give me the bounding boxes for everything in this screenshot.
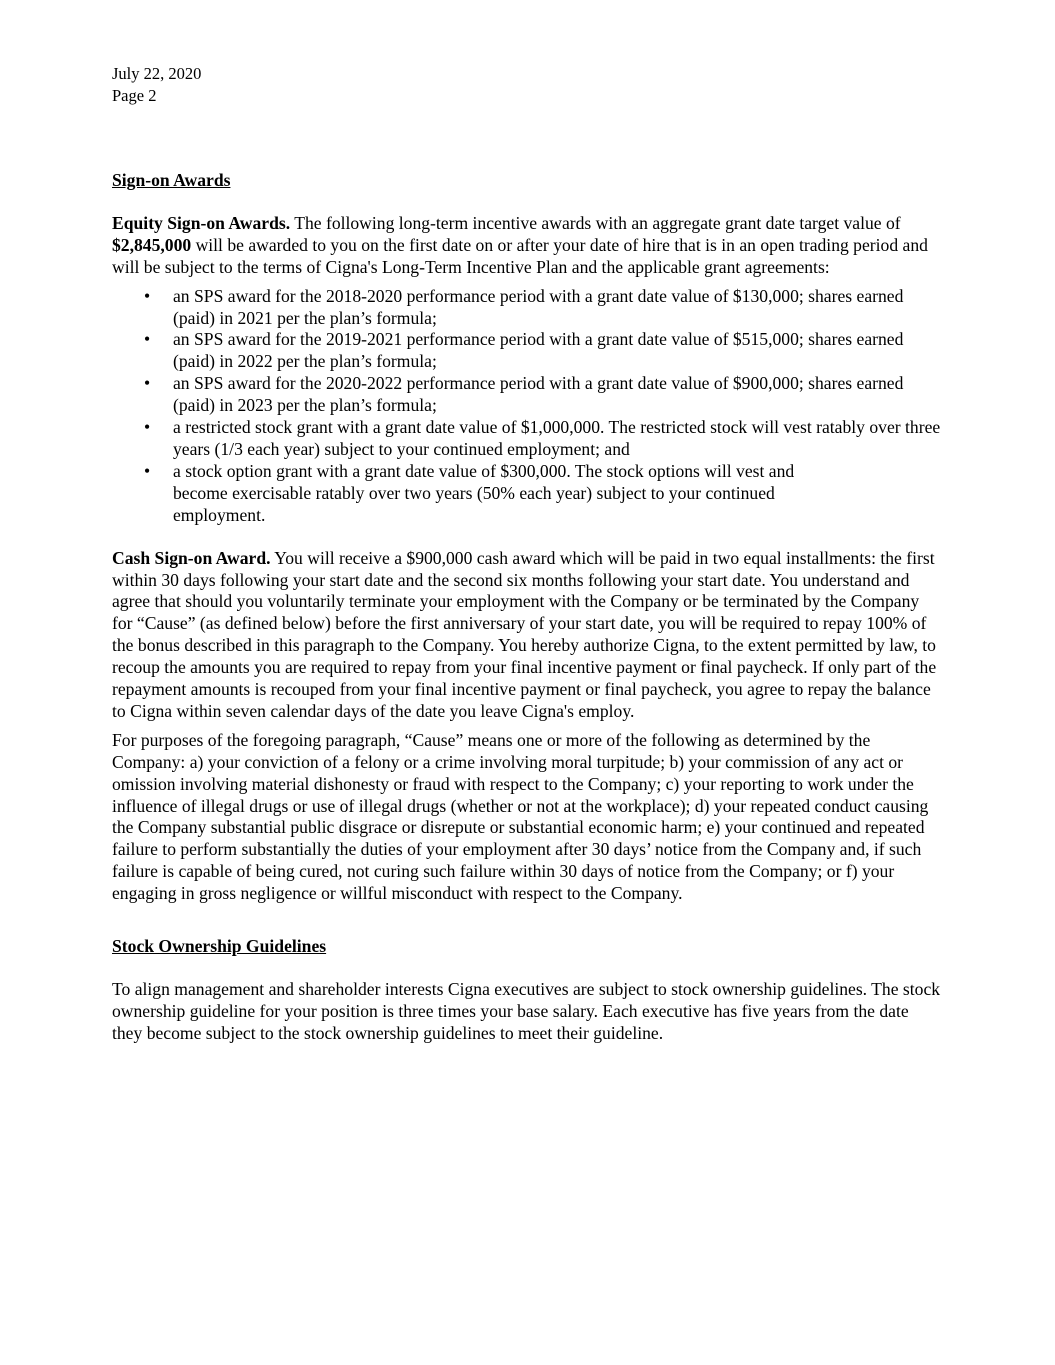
cash-lead: Cash Sign-on Award.	[112, 547, 271, 568]
equity-text-1: The following long-term incentive awards with an aggregate grant date target value of	[290, 212, 901, 233]
letter-date: July 22, 2020	[112, 64, 202, 83]
cash-paragraph	[112, 548, 942, 723]
bullet-icon: •	[144, 373, 151, 394]
equity-award-list	[112, 286, 942, 527]
bullet-icon: •	[144, 285, 151, 306]
bullet-icon: •	[144, 417, 151, 438]
list-item	[112, 461, 942, 527]
page-number: Page 2	[112, 85, 157, 105]
equity-text-2: will be awarded to you on the first date on or after your date of hire that is in an open trading period and will be subject to the terms of Cigna's Long-Term Incentive Plan and the applicable grant agreements:	[112, 234, 928, 277]
bullet-icon: •	[144, 460, 151, 481]
list-item-text: an SPS award for the 2019-2021 performance period with a grant date value of $515,000; shares earned (paid) in 2022 per the plan’s formula;	[173, 329, 904, 372]
section-title-stock: Stock Ownership Guidelines	[112, 936, 327, 957]
cash-text: You will receive a $900,000 cash award which will be paid in two equal installments: the first within 30 days following your start date and the second six months following your start date. You understand and agree that should you voluntarily terminate your employment with the Company or be terminated by the Company for “Cause” (as defined below) before the first anniversary of your start date, you will be required to repay 100% of the bonus described in this paragraph to the Company. You hereby authorize Cigna, to the extent permitted by law, to recoup the amounts you are required to repay from your final incentive payment or final paycheck. If only part of the repayment amounts is recouped from your final incentive payment or final paycheck, you agree to repay the balance to Cigna within seven calendar days of the date you leave Cigna's employ.	[112, 547, 937, 721]
document-page	[112, 63, 942, 1045]
list-item	[112, 417, 942, 461]
list-item-text: a restricted stock grant with a grant date value of $1,000,000. The restricted stock will vest ratably over three years (1/3 each year) subject to your continued employment; and	[173, 417, 941, 459]
section-title-sign-on: Sign-on Awards	[112, 170, 231, 190]
equity-lead: Equity Sign-on Awards.	[112, 212, 291, 233]
stock-paragraph: To align management and shareholder interests Cigna executives are subject to stock ownership guidelines. The stock ownership guideline for your position is three times your base salary. Each executive has five years from the date they become subject to the stock ownership guidelines to meet their guideline.	[112, 979, 941, 1043]
cause-paragraph: For purposes of the foregoing paragraph, “Cause” means one or more of the following as determined by the Company: a) your conviction of a felony or a crime involving moral turpitude; b) your commission of any act or omission involving material dishonesty or fraud with respect to the Company; c) your reporting to work under the influence of illegal drugs or use of illegal drugs (whether or not at the workplace); d) your repeated conduct causing the Company substantial public disgrace or disrepute or substantial economic harm; e) your continued and repeated failure to perform substantially the duties of your employment after 30 days’ notice from the Company and, if such failure is capable of being cured, not curing such failure within 30 days of notice from the Company; or f) your engaging in gross negligence or willful misconduct with respect to the Company.	[112, 729, 929, 904]
equity-paragraph	[112, 213, 942, 279]
equity-amount: $2,845,000	[112, 234, 192, 255]
list-item	[112, 329, 942, 373]
list-item	[112, 286, 942, 330]
list-item-text: an SPS award for the 2018-2020 performance period with a grant date value of $130,000; shares earned (paid) in 2021 per the plan’s formula;	[173, 285, 904, 328]
list-item-text: a stock option grant with a grant date value of $300,000. The stock options will vest and become exercisable ratably over two years (50% each year) subject to your continued employment.	[173, 460, 795, 525]
list-item	[112, 373, 942, 417]
bullet-icon: •	[144, 329, 151, 350]
list-item-text: an SPS award for the 2020-2022 performance period with a grant date value of $900,000; shares earned (paid) in 2023 per the plan’s formula;	[173, 373, 904, 416]
